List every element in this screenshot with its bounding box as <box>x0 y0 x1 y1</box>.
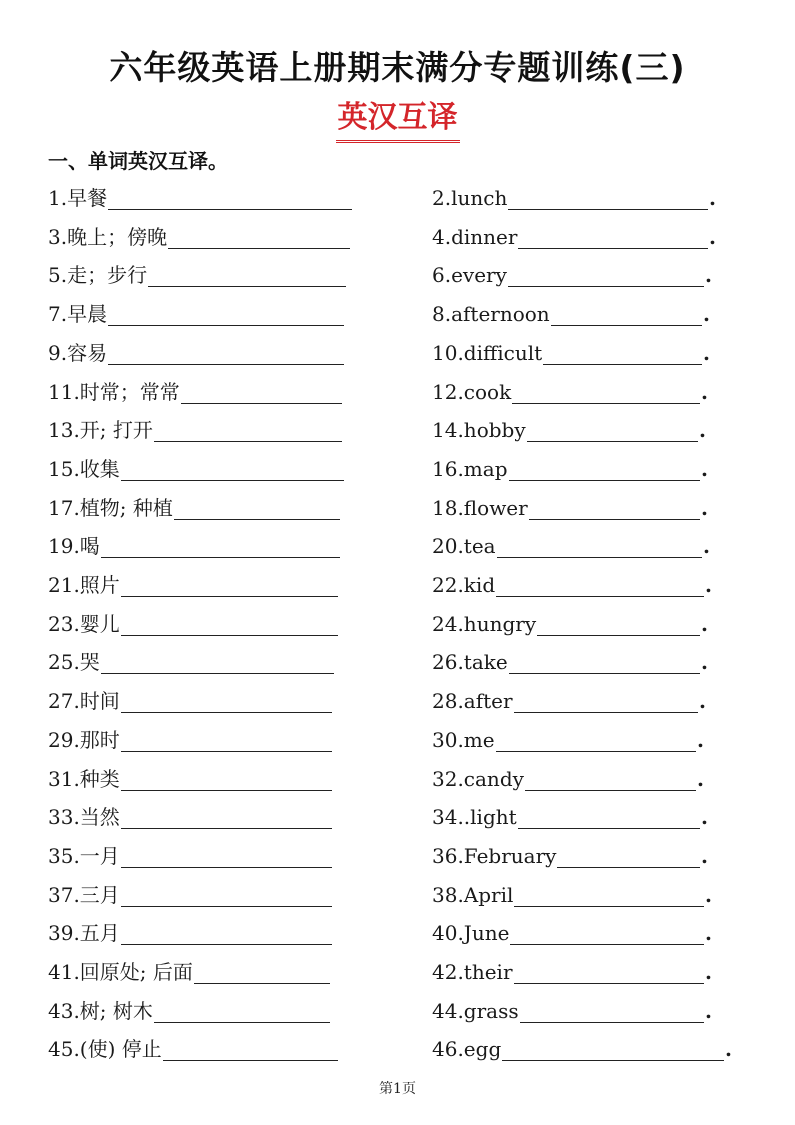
question-item-chinese <box>48 180 352 210</box>
question-item-english <box>432 799 708 829</box>
answer-blank[interactable] <box>121 806 332 829</box>
answer-blank[interactable] <box>121 768 332 791</box>
answer-period: . <box>699 418 706 443</box>
answer-period: . <box>701 650 708 675</box>
question-label: 31.种类 <box>48 766 120 791</box>
answer-blank[interactable] <box>509 651 700 674</box>
question-label: 22.kid <box>432 573 496 597</box>
question-label: 17.植物; 种植 <box>48 495 173 520</box>
question-item-chinese <box>48 954 330 984</box>
question-item-chinese <box>48 296 344 326</box>
question-label: 28.after <box>432 689 513 714</box>
question-label: 45.(使) 停止 <box>48 1037 162 1062</box>
question-item-chinese <box>48 877 332 907</box>
question-item-chinese <box>48 257 346 287</box>
question-label: 15.收集 <box>48 456 120 481</box>
question-label: 26.take <box>432 650 508 675</box>
question-label: 32.candy <box>432 766 524 791</box>
question-item-english <box>432 761 704 791</box>
question-item-english <box>432 374 708 404</box>
question-item-english <box>432 877 712 907</box>
answer-blank[interactable] <box>168 226 350 249</box>
answer-period: . <box>697 766 704 791</box>
answer-blank[interactable] <box>194 961 330 984</box>
question-label: 10.difficult <box>432 340 543 365</box>
answer-blank[interactable] <box>514 690 698 713</box>
question-label: 16.map <box>432 456 508 481</box>
question-item-chinese <box>48 412 342 442</box>
question-label: 29.那时 <box>48 727 120 752</box>
question-item-english <box>432 838 708 868</box>
question-label: 42.their <box>432 960 513 984</box>
answer-period: . <box>705 263 712 288</box>
answer-blank[interactable] <box>121 884 332 907</box>
question-item-english <box>432 1031 732 1061</box>
question-label: 25.哭 <box>48 650 100 675</box>
answer-period: . <box>709 224 716 249</box>
answer-period: . <box>701 805 708 830</box>
question-label: 13.开; 打开 <box>48 418 153 443</box>
answer-blank[interactable] <box>174 497 340 520</box>
answer-blank[interactable] <box>121 613 338 636</box>
question-item-english <box>432 567 712 597</box>
question-item-chinese <box>48 761 332 791</box>
question-item-chinese <box>48 490 340 520</box>
question-item-chinese <box>48 451 344 481</box>
question-label: 27.时间 <box>48 689 120 714</box>
question-label: 11.时常；常常 <box>48 379 180 404</box>
answer-blank[interactable] <box>163 1038 338 1061</box>
question-item-english <box>432 412 706 442</box>
answer-blank[interactable] <box>101 651 334 674</box>
question-item-english <box>432 257 712 287</box>
section-heading: 一、单词英汉互译。 <box>48 149 228 173</box>
answer-blank[interactable] <box>551 303 702 326</box>
question-label: 20.tea <box>432 534 496 559</box>
question-label: 34..light <box>432 805 517 830</box>
question-item-chinese <box>48 219 350 249</box>
question-label: 23.婴儿 <box>48 611 120 636</box>
question-item-english <box>432 296 710 326</box>
answer-period: . <box>703 340 710 365</box>
question-item-english <box>432 644 708 674</box>
answer-period: . <box>703 302 710 327</box>
question-label: 3.晚上；傍晚 <box>48 224 168 249</box>
question-label: 35.一月 <box>48 843 120 868</box>
subtitle-container <box>0 92 795 143</box>
answer-period: . <box>701 611 708 636</box>
answer-period: . <box>701 379 708 404</box>
question-label: 30.me <box>432 727 495 752</box>
question-item-english <box>432 954 712 984</box>
question-label: 8.afternoon <box>432 302 550 327</box>
answer-blank[interactable] <box>154 1000 330 1023</box>
question-label: 38.April <box>432 882 514 907</box>
answer-blank[interactable] <box>121 574 338 597</box>
question-label: 7.早晨 <box>48 302 108 327</box>
question-label: 33.当然 <box>48 805 120 830</box>
question-label: 12.cook <box>432 379 512 404</box>
answer-period: . <box>705 998 712 1023</box>
question-label: 18.flower <box>432 495 528 520</box>
question-label: 2.lunch <box>432 186 508 210</box>
question-item-chinese <box>48 683 332 713</box>
question-item-chinese <box>48 606 338 636</box>
answer-blank[interactable] <box>148 264 346 287</box>
question-item-chinese <box>48 567 338 597</box>
answer-blank[interactable] <box>510 922 704 945</box>
question-label: 46.egg <box>432 1037 502 1062</box>
worksheet-title: 六年级英语上册期末满分专题训练(三) <box>109 48 686 87</box>
answer-blank[interactable] <box>518 806 700 829</box>
question-label: 6.every <box>432 263 507 288</box>
question-label: 19.喝 <box>48 534 100 559</box>
answer-period: . <box>697 727 704 752</box>
answer-blank[interactable] <box>512 381 700 404</box>
question-item-chinese <box>48 915 332 945</box>
answer-blank[interactable] <box>543 342 702 365</box>
answer-period: . <box>705 573 712 597</box>
answer-period: . <box>705 882 712 907</box>
answer-period: . <box>699 689 706 714</box>
answer-blank[interactable] <box>514 884 704 907</box>
answer-blank[interactable] <box>508 187 708 210</box>
question-item-chinese <box>48 335 344 365</box>
question-label: 40.June <box>432 921 510 946</box>
answer-period: . <box>709 186 716 210</box>
answer-blank[interactable] <box>508 264 704 287</box>
question-label: 24.hungry <box>432 611 537 636</box>
question-item-english <box>432 722 704 752</box>
answer-period: . <box>701 456 708 481</box>
question-item-english <box>432 993 712 1023</box>
question-item-chinese <box>48 799 332 829</box>
answer-blank[interactable] <box>121 845 332 868</box>
question-item-chinese <box>48 644 334 674</box>
answer-blank[interactable] <box>154 419 342 442</box>
question-item-english <box>432 451 708 481</box>
question-item-chinese <box>48 1031 338 1061</box>
page-number: 第1页 <box>379 1081 416 1097</box>
question-item-english <box>432 180 716 210</box>
question-label: 41.回原处; 后面 <box>48 960 193 984</box>
answer-blank[interactable] <box>496 574 704 597</box>
question-item-chinese <box>48 993 330 1023</box>
question-item-chinese <box>48 528 340 558</box>
answer-period: . <box>705 960 712 984</box>
answer-blank[interactable] <box>496 729 696 752</box>
question-label: 14.hobby <box>432 418 526 443</box>
answer-period: . <box>705 921 712 946</box>
question-item-chinese <box>48 838 332 868</box>
question-label: 5.走；步行 <box>48 263 148 288</box>
answer-blank[interactable] <box>108 303 344 326</box>
question-item-english <box>432 528 710 558</box>
question-item-english <box>432 606 708 636</box>
answer-blank[interactable] <box>520 1000 704 1023</box>
worksheet-subtitle: 英汉互译 <box>336 92 460 143</box>
question-label: 36.February <box>432 843 557 868</box>
question-item-english <box>432 335 710 365</box>
question-label: 9.容易 <box>48 340 108 365</box>
question-label: 37.三月 <box>48 882 120 907</box>
answer-blank[interactable] <box>121 729 332 752</box>
answer-period: . <box>701 495 708 520</box>
answer-blank[interactable] <box>108 342 344 365</box>
answer-blank[interactable] <box>121 922 332 945</box>
answer-period: . <box>701 843 708 868</box>
answer-blank[interactable] <box>527 419 698 442</box>
question-label: 1.早餐 <box>48 186 108 210</box>
answer-blank[interactable] <box>529 497 700 520</box>
answer-blank[interactable] <box>509 458 701 481</box>
answer-blank[interactable] <box>121 458 344 481</box>
answer-period: . <box>703 534 710 559</box>
question-label: 21.照片 <box>48 573 120 597</box>
answer-blank[interactable] <box>537 613 700 636</box>
answer-blank[interactable] <box>557 845 700 868</box>
answer-blank[interactable] <box>502 1038 724 1061</box>
answer-period: . <box>725 1037 732 1062</box>
answer-blank[interactable] <box>181 381 342 404</box>
answer-blank[interactable] <box>518 226 708 249</box>
question-item-chinese <box>48 374 342 404</box>
answer-blank[interactable] <box>108 187 352 210</box>
question-item-english <box>432 915 712 945</box>
question-label: 44.grass <box>432 998 519 1023</box>
question-label: 43.树; 树木 <box>48 998 153 1023</box>
question-item-chinese <box>48 722 332 752</box>
answer-blank[interactable] <box>121 690 332 713</box>
answer-blank[interactable] <box>514 961 705 984</box>
question-item-english <box>432 683 706 713</box>
question-label: 4.dinner <box>432 224 518 249</box>
question-item-english <box>432 219 716 249</box>
answer-blank[interactable] <box>497 535 702 558</box>
answer-blank[interactable] <box>101 535 340 558</box>
answer-blank[interactable] <box>525 768 696 791</box>
question-item-english <box>432 490 708 520</box>
question-label: 39.五月 <box>48 921 120 946</box>
